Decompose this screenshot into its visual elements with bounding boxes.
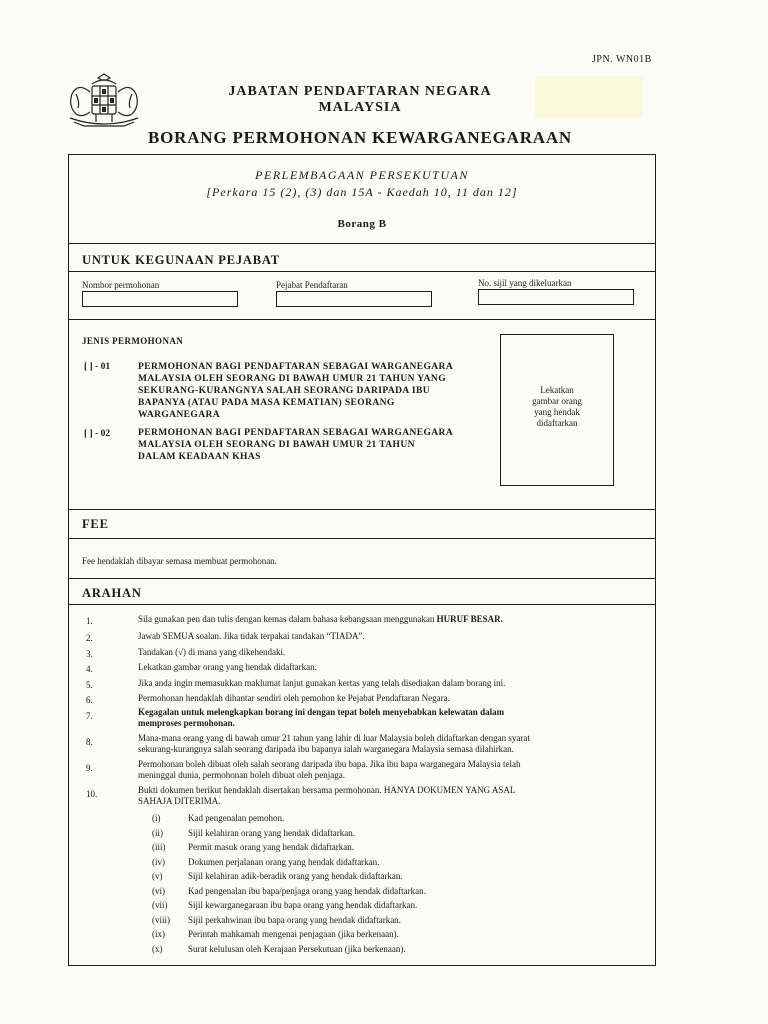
registration-office-label: Pejabat Pendaftaran [276,280,348,290]
form-name: Borang B [337,218,387,230]
document-item: Sijil kelahiran orang yang hendak didaftarkan. [188,828,355,838]
document-item: Kad pengenalan ibu bapa/penjaga orang yang hendak didaftarkan. [188,886,426,896]
instruction-line: SAHAJA DITERIMA. [138,796,221,806]
document-item: Permit masuk orang yang hendak didaftarkan. [188,842,354,852]
photo-line: yang hendak [534,407,580,417]
document-number: (iii) [152,842,166,852]
instruction-line: Mana-mana orang yang di bawah umur 21 tahun yang lahir di luar Malaysia boleh didaftarkan dengan syarat [138,733,530,743]
option-line: MALAYSIA OLEH SEORANG DI BAWAH UMUR 21 TAHUN [138,440,415,450]
document-item: Sijil perkahwinan ibu bapa orang yang hendak didaftarkan. [188,915,401,925]
section-divider [68,319,656,320]
fee-note: Fee hendaklah dibayar semasa membuat permohonan. [82,556,277,566]
form-title: BORANG PERMOHONAN KEWARGANEGARAAN [147,128,572,147]
form-code: JPN. WN01B [592,54,652,65]
fee-heading: FEE [82,517,109,531]
document-number: (vii) [152,900,168,910]
document-item: Sijil kelahiran adik-beradik orang yang hendak didaftarkan. [188,871,403,881]
department-name-line2: MALAYSIA [318,100,402,115]
application-number-label: Nombor permohonan [82,280,160,290]
document-number: (x) [152,944,163,954]
instruction-item [138,759,638,781]
section-divider [68,509,656,510]
option-01-text [138,361,453,421]
instruction-item [138,614,638,625]
document-number: (i) [152,813,161,823]
instruction-item [138,707,638,729]
option-line: MALAYSIA OLEH SEORANG DI BAWAH UMUR 21 TAHUN YANG [138,374,446,384]
instruction-number: 3. [86,649,93,659]
instruction-item: Jika anda ingin memasukkan maklumat lanjut gunakan kertas yang telah disediakan dalam borang ini. [138,678,506,688]
section-divider [68,243,656,244]
instruction-number: 2. [86,633,93,643]
instruction-item: Permohonan hendaklah dihantar sendiri oleh pemohon ke Pejabat Pendaftaran Negara. [138,693,450,703]
document-number: (v) [152,871,163,881]
option-02-checkbox[interactable]: [ ] - 02 [84,429,111,439]
instruction-line: Kegagalan untuk melengkapkan borang ini dengan tepat boleh menyebabkan kelewatan dalam [138,707,505,717]
option-line: WARGANEGARA [138,410,220,420]
instruction-number: 10. [86,789,98,799]
section-divider [68,604,656,605]
document-item: Surat kelulusan oleh Kerajaan Persekutuan (jika berkenaan). [188,944,406,954]
instruction-item [138,785,638,807]
department-name-line1: JABATAN PENDAFTARAN NEGARA [228,84,492,99]
instruction-emphasis: HURUF BESAR. [436,614,503,624]
photo-line: Lekatkan [540,385,574,395]
application-number-box[interactable] [82,291,238,307]
instruction-number: 7. [86,711,93,721]
option-02-text [138,427,453,463]
instructions-heading: ARAHAN [82,586,142,600]
instruction-item: Tandakan (√) di mana yang dikehendaki. [138,647,286,657]
constitution-title: PERLEMBAGAAN PERSEKUTUAN [255,168,469,182]
instruction-line: meninggal dunia, permohonan boleh dibuat oleh penjaga. [138,770,345,780]
document-number: (iv) [152,857,165,867]
instruction-item [138,733,638,755]
certificate-number-box[interactable] [478,289,634,305]
instruction-line: Permohonan boleh dibuat oleh salah seorang daripada ibu bapa. Jika ibu bapa warganegara Malaysia telah [138,759,521,769]
option-line: SEKURANG-KURANGNYA SALAH SEORANG DARIPADA IBU [138,386,430,396]
instruction-item: Lekatkan gambar orang yang hendak didaftarkan. [138,662,317,672]
instruction-number: 4. [86,664,93,674]
document-item: Perintah mahkamah mengenai penjagaan (jika berkenaan). [188,929,399,939]
instruction-item: Jawab SEMUA soalan. Jika tidak terpakai tandakan “TIADA”. [138,631,365,641]
document-number: (vi) [152,886,165,896]
photo-line: gambar orang [532,396,582,406]
instruction-number: 5. [86,680,93,690]
instruction-number: 8. [86,737,93,747]
option-line: DALAM KEADAAN KHAS [138,452,261,462]
option-line: BAPANYA (ATAU PADA MASA KEMATIAN) SEORANG [138,398,395,408]
document-item: Dokumen perjalanan orang yang hendak didaftarkan. [188,857,380,867]
instruction-line: sekurang-kurangnya salah seorang daripada ibu bapanya ialah warganegara Malaysia semasa dilahirkan. [138,744,514,754]
instruction-number: 6. [86,695,93,705]
instruction-text: Sila gunakan pen dan tulis dengan kemas dalam bahasa kebangsaan menggunakan [138,614,437,624]
instruction-number: 1. [86,616,93,626]
application-type-heading: JENIS PERMOHONAN [82,336,184,346]
instruction-line: memproses permohonan. [138,718,235,728]
document-number: (viii) [152,915,170,925]
constitution-articles: [Perkara 15 (2), (3) dan 15A - Kaedah 10, 11 dan 12] [206,185,518,199]
option-line: PERMOHONAN BAGI PENDAFTARAN SEBAGAI WARGANEGARA [138,428,454,438]
option-01-checkbox[interactable]: [ ] - 01 [84,362,111,372]
document-number: (ii) [152,828,163,838]
document-item: Kad pengenalan pemohon. [188,813,285,823]
instruction-number: 9. [86,763,93,773]
instruction-line: Bukti dokumen berikut hendaklah disertakan bersama permohonan. HANYA DOKUMEN YANG ASAL [138,785,516,795]
section-divider [68,538,656,539]
document-number: (ix) [152,929,165,939]
photo-line: didaftarkan [536,418,578,428]
registration-office-box[interactable] [276,291,432,307]
document-item: Sijil kewarganegaraan ibu bapa orang yang hendak didaftarkan. [188,900,418,910]
photo-instruction [500,385,614,429]
office-use-heading: UNTUK KEGUNAAN PEJABAT [82,253,280,267]
option-line: PERMOHONAN BAGI PENDAFTARAN SEBAGAI WARGANEGARA [138,362,454,372]
section-divider [68,578,656,579]
certificate-number-label: No. sijil yang dikeluarkan [478,278,572,288]
section-divider [68,271,656,272]
